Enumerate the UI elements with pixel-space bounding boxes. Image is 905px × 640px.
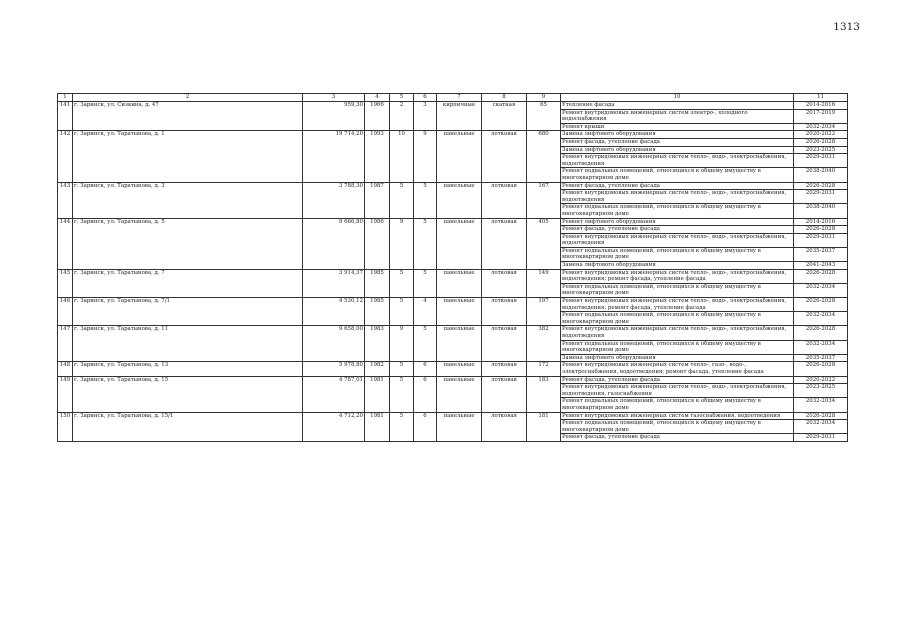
- area-cell: 4 712,20: [303, 412, 365, 441]
- work-type-cell: Ремонт внутридомовых инженерных систем тепло-, водо-, электроснабжения, водоотведения; ремонт фасада, утепление фасада: [561, 269, 794, 283]
- row-number-cell: 142: [58, 131, 73, 182]
- table-row: [58, 102, 848, 110]
- row-number-cell: 143: [58, 182, 73, 218]
- entrances-cell: 5: [414, 182, 437, 218]
- wall-material-cell: панельные: [437, 298, 482, 326]
- floors-cell: 5: [390, 298, 414, 326]
- work-type-cell: Ремонт фасада, утепление фасада: [561, 434, 794, 442]
- entrances-cell: 6: [414, 412, 437, 441]
- work-type-cell: Ремонт крыши: [561, 123, 794, 131]
- roof-type-cell: лотковая: [482, 218, 527, 269]
- repair-schedule-table: [57, 93, 848, 442]
- year-cell: 1985: [365, 269, 390, 297]
- roof-type-cell: лотковая: [482, 298, 527, 326]
- floors-cell: 5: [390, 362, 414, 376]
- year-cell: 1966: [365, 102, 390, 131]
- work-type-cell: Ремонт внутридомовых инженерных систем тепло-, водо-, электроснабжения, водоотведения: [561, 233, 794, 247]
- entrances-cell: 9: [414, 131, 437, 182]
- work-type-cell: Ремонт подвальных помещений, относящихся к общему имуществу в многоквартирном доме: [561, 247, 794, 261]
- apartments-cell: 197: [527, 298, 561, 326]
- work-type-cell: Ремонт внутридомовых инженерных систем электро-, холодного водоснабжения: [561, 109, 794, 123]
- wall-material-cell: панельные: [437, 131, 482, 182]
- year-cell: 1981: [365, 376, 390, 412]
- address-cell: г. Заринск, ул. Сизкина, д. 47: [73, 102, 303, 131]
- apartments-cell: 167: [527, 182, 561, 218]
- period-cell: 2032-2034: [794, 340, 848, 354]
- area-cell: 4 530,12: [303, 298, 365, 326]
- address-cell: г. Заринск, ул. Таратынова, д. 7/1: [73, 298, 303, 326]
- work-type-cell: Ремонт фасада, утепление фасада: [561, 226, 794, 234]
- work-type-cell: Ремонт внутридомовых инженерных систем тепло-, водо-, электроснабжения, водоотведения: [561, 326, 794, 340]
- roof-type-cell: лотковая: [482, 376, 527, 412]
- column-header: 11: [794, 94, 848, 102]
- row-number-cell: 149: [58, 376, 73, 412]
- period-cell: 2026-2028: [794, 362, 848, 376]
- work-type-cell: Утепление фасада: [561, 102, 794, 110]
- year-cell: 1981: [365, 412, 390, 441]
- entrances-cell: 4: [414, 298, 437, 326]
- table-row: [58, 182, 848, 190]
- area-cell: 19 714,20: [303, 131, 365, 182]
- floors-cell: 9: [390, 218, 414, 269]
- entrances-cell: 5: [414, 218, 437, 269]
- column-header: 5: [390, 94, 414, 102]
- period-cell: 2023-2025: [794, 384, 848, 398]
- column-header: 8: [482, 94, 527, 102]
- area-cell: 9 666,80: [303, 218, 365, 269]
- floors-cell: 9: [390, 326, 414, 362]
- period-cell: 2014-2016: [794, 218, 848, 226]
- work-type-cell: Замена лифтового оборудования: [561, 354, 794, 362]
- table-row: [58, 218, 848, 226]
- area-cell: 5 978,80: [303, 362, 365, 376]
- work-type-cell: Ремонт подвальных помещений, относящихся к общему имуществу в многоквартирном доме: [561, 340, 794, 354]
- work-type-cell: Замена лифтового оборудования: [561, 262, 794, 270]
- work-type-cell: Ремонт внутридомовых инженерных систем тепло-, водо-, электроснабжения, водоотведения, газоснабжения: [561, 384, 794, 398]
- table-body: [58, 94, 848, 442]
- address-cell: г. Заринск, ул. Таратынова, д. 15/1: [73, 412, 303, 441]
- work-type-cell: Ремонт подвальных помещений, относящихся к общему имуществу в многоквартирном доме: [561, 204, 794, 218]
- wall-material-cell: кирпичные: [437, 102, 482, 131]
- apartments-cell: 382: [527, 326, 561, 362]
- apartments-cell: 183: [527, 376, 561, 412]
- address-cell: г. Заринск, ул. Таратынова, д. 5: [73, 218, 303, 269]
- floors-cell: 5: [390, 182, 414, 218]
- wall-material-cell: панельные: [437, 326, 482, 362]
- row-number-cell: 147: [58, 326, 73, 362]
- wall-material-cell: панельные: [437, 182, 482, 218]
- period-cell: 2017-2019: [794, 109, 848, 123]
- period-cell: 2035-2037: [794, 354, 848, 362]
- work-type-cell: Ремонт внутридомовых инженерных систем газоснабжения, водоотведения: [561, 412, 794, 420]
- roof-type-cell: лотковая: [482, 269, 527, 297]
- work-type-cell: Ремонт фасада, утепление фасада: [561, 182, 794, 190]
- roof-type-cell: лотковая: [482, 182, 527, 218]
- work-type-cell: Ремонт внутридомовых инженерных систем тепло-, водо-, электроснабжения, водоотведения; ремонт фасада, утепление фасада: [561, 298, 794, 312]
- row-number-cell: 148: [58, 362, 73, 376]
- floors-cell: 5: [390, 376, 414, 412]
- work-type-cell: Замена лифтового оборудования: [561, 146, 794, 154]
- year-cell: 1987: [365, 182, 390, 218]
- address-cell: г. Заринск, ул. Таратынова, д. 3: [73, 182, 303, 218]
- column-header: 2: [73, 94, 303, 102]
- period-cell: 2032-2034: [794, 398, 848, 412]
- period-cell: 2035-2037: [794, 247, 848, 261]
- year-cell: 1993: [365, 131, 390, 182]
- entrances-cell: 3: [414, 102, 437, 131]
- work-type-cell: Ремонт фасада, утепление фасада: [561, 376, 794, 384]
- work-type-cell: Ремонт внутридомовых инженерных систем тепло-, водо-, электроснабжения, водоотведения: [561, 154, 794, 168]
- wall-material-cell: панельные: [437, 362, 482, 376]
- entrances-cell: 6: [414, 376, 437, 412]
- address-cell: г. Заринск, ул. Таратынова, д. 15: [73, 376, 303, 412]
- roof-type-cell: лотковая: [482, 326, 527, 362]
- period-cell: 2029-2031: [794, 233, 848, 247]
- row-number-cell: 146: [58, 298, 73, 326]
- work-type-cell: Ремонт подвальных помещений, относящихся к общему имуществу в многоквартирном доме: [561, 168, 794, 182]
- period-cell: 2026-2028: [794, 138, 848, 146]
- work-type-cell: Ремонт фасада, утепление фасада: [561, 138, 794, 146]
- work-type-cell: Ремонт внутридомовых инженерных систем тепло-, водо-, электроснабжения, водоотведения: [561, 190, 794, 204]
- period-cell: 2026-2028: [794, 182, 848, 190]
- work-type-cell: Ремонт подвальных помещений, относящихся к общему имуществу в многоквартирном доме: [561, 420, 794, 434]
- row-number-cell: 145: [58, 269, 73, 297]
- column-header: 4: [365, 94, 390, 102]
- area-cell: 959,30: [303, 102, 365, 131]
- period-cell: 2026-2028: [794, 269, 848, 283]
- address-cell: г. Заринск, ул. Таратынова, д. 1: [73, 131, 303, 182]
- year-cell: 1986: [365, 218, 390, 269]
- roof-type-cell: лотковая: [482, 412, 527, 441]
- wall-material-cell: панельные: [437, 218, 482, 269]
- apartments-cell: 181: [527, 412, 561, 441]
- period-cell: 2029-2031: [794, 154, 848, 168]
- apartments-cell: 680: [527, 131, 561, 182]
- apartments-cell: 405: [527, 218, 561, 269]
- apartments-cell: 172: [527, 362, 561, 376]
- work-type-cell: Замена лифтового оборудования: [561, 131, 794, 139]
- period-cell: 2026-2028: [794, 226, 848, 234]
- address-cell: г. Заринск, ул. Таратынова, д. 11: [73, 326, 303, 362]
- column-header: 1: [58, 94, 73, 102]
- area-cell: 4 787,01: [303, 376, 365, 412]
- column-header: 10: [561, 94, 794, 102]
- row-number-cell: 144: [58, 218, 73, 269]
- table-row: [58, 269, 848, 283]
- column-number-row: [58, 94, 848, 102]
- entrances-cell: 5: [414, 326, 437, 362]
- row-number-cell: 141: [58, 102, 73, 131]
- period-cell: 2041-2043: [794, 262, 848, 270]
- period-cell: 2032-2034: [794, 420, 848, 434]
- year-cell: 1983: [365, 326, 390, 362]
- period-cell: 2020-2022: [794, 131, 848, 139]
- entrances-cell: 5: [414, 269, 437, 297]
- address-cell: г. Заринск, ул. Таратынова, д. 13: [73, 362, 303, 376]
- row-number-cell: 150: [58, 412, 73, 441]
- work-type-cell: Ремонт подвальных помещений, относящихся к общему имуществу в многоквартирном доме: [561, 283, 794, 297]
- column-header: 6: [414, 94, 437, 102]
- apartments-cell: 149: [527, 269, 561, 297]
- year-cell: 1982: [365, 362, 390, 376]
- apartments-cell: 65: [527, 102, 561, 131]
- work-type-cell: Ремонт подвальных помещений, относящихся к общему имуществу в многоквартирном доме: [561, 398, 794, 412]
- period-cell: 2032-2034: [794, 123, 848, 131]
- wall-material-cell: панельные: [437, 269, 482, 297]
- floors-cell: 2: [390, 102, 414, 131]
- wall-material-cell: панельные: [437, 412, 482, 441]
- work-type-cell: Ремонт подвальных помещений, относящихся к общему имуществу в многоквартирном доме: [561, 312, 794, 326]
- period-cell: 2026-2028: [794, 298, 848, 312]
- area-cell: 3 788,30: [303, 182, 365, 218]
- floors-cell: 5: [390, 269, 414, 297]
- column-header: 7: [437, 94, 482, 102]
- table-row: [58, 326, 848, 340]
- roof-type-cell: лотковая: [482, 362, 527, 376]
- area-cell: 3 914,37: [303, 269, 365, 297]
- year-cell: 1985: [365, 298, 390, 326]
- work-type-cell: Ремонт внутридомовых инженерных систем тепло-, газо-, водо-, электроснабжения, водоотведения; ремонт фасада, утепление фасада: [561, 362, 794, 376]
- period-cell: 2026-2028: [794, 326, 848, 340]
- period-cell: 2014-2016: [794, 102, 848, 110]
- column-header: 9: [527, 94, 561, 102]
- table-row: [58, 298, 848, 312]
- entrances-cell: 6: [414, 362, 437, 376]
- period-cell: 2038-2040: [794, 204, 848, 218]
- period-cell: 2032-2034: [794, 312, 848, 326]
- work-type-cell: Ремонт лифтового оборудования: [561, 218, 794, 226]
- period-cell: 2023-2025: [794, 146, 848, 154]
- area-cell: 9 658,00: [303, 326, 365, 362]
- address-cell: г. Заринск, ул. Таратынова, д. 7: [73, 269, 303, 297]
- period-cell: 2032-2034: [794, 283, 848, 297]
- period-cell: 2020-2022: [794, 376, 848, 384]
- period-cell: 2026-2028: [794, 412, 848, 420]
- table-row: [58, 131, 848, 139]
- table-row: [58, 376, 848, 384]
- period-cell: 2029-2031: [794, 434, 848, 442]
- roof-type-cell: скатная: [482, 102, 527, 131]
- period-cell: 2038-2040: [794, 168, 848, 182]
- roof-type-cell: лотковая: [482, 131, 527, 182]
- column-header: 3: [303, 94, 365, 102]
- wall-material-cell: панельные: [437, 376, 482, 412]
- table-row: [58, 362, 848, 376]
- page-number: 1313: [833, 21, 860, 33]
- floors-cell: 5: [390, 412, 414, 441]
- floors-cell: 10: [390, 131, 414, 182]
- table-row: [58, 412, 848, 420]
- period-cell: 2029-2031: [794, 190, 848, 204]
